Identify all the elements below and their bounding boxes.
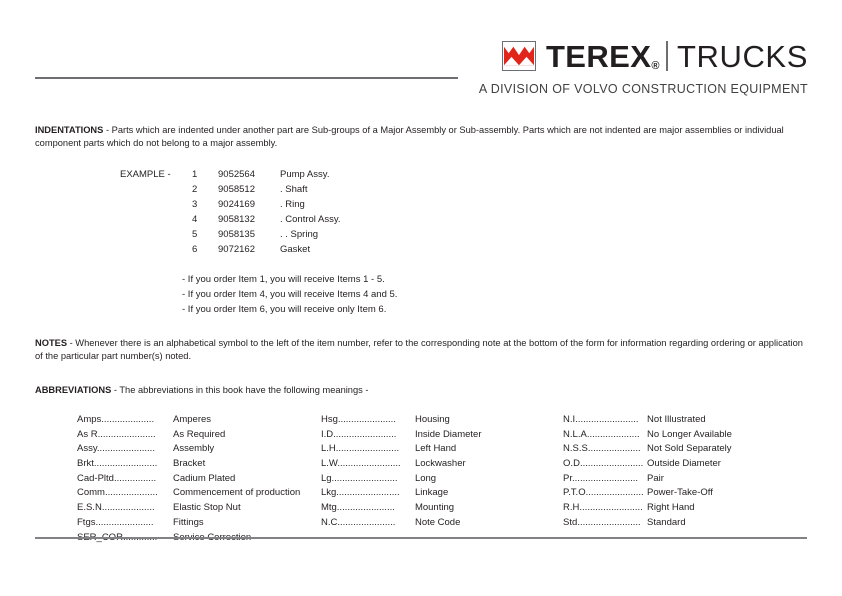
- abbreviation-meaning: Commencement of production: [173, 487, 301, 499]
- wordmark-trucks: TRUCKS: [676, 38, 808, 74]
- abbreviation-meaning: Lockwasher: [414, 458, 466, 470]
- list-item: [563, 457, 807, 472]
- abbreviation-key-leader: [77, 457, 173, 472]
- example-item: 4: [192, 214, 198, 226]
- list-item: [321, 516, 563, 531]
- example-part-number: 9058132: [218, 214, 255, 226]
- dot-leader: ........................: [333, 428, 397, 440]
- footer-rule: [35, 537, 807, 539]
- dot-leader: .........................: [331, 472, 398, 484]
- list-item: [77, 428, 321, 443]
- abbreviations-column-3: [563, 413, 807, 545]
- abbreviation-meaning: Power-Take-Off: [647, 487, 713, 499]
- abbreviation-meaning: Note Code: [414, 516, 461, 528]
- terex-crown-logo-icon: [502, 41, 536, 71]
- list-item: [563, 486, 807, 501]
- list-item: - If you order Item 4, you will receive Items 4 and 5.: [182, 288, 398, 300]
- wordmark: [545, 38, 808, 74]
- dot-leader: .........................: [572, 472, 639, 484]
- notes-heading: NOTES: [35, 338, 68, 349]
- dot-leader: ................: [113, 472, 157, 484]
- abbreviation-meaning: Outside Diameter: [647, 458, 721, 470]
- dot-leader: ........................: [337, 458, 401, 470]
- abbreviation-key-leader: [321, 486, 415, 501]
- example-description: Gasket: [280, 244, 311, 256]
- abbreviation-meaning: Not Illustrated: [647, 413, 706, 425]
- abbreviation-key: N.S.S: [563, 443, 588, 455]
- list-item: - If you order Item 6, you will receive only Item 6.: [182, 303, 387, 315]
- list-item: [321, 428, 563, 443]
- dot-leader: ........................: [575, 413, 639, 425]
- example-part-number: 9052564: [218, 169, 255, 181]
- abbreviation-key: Amps: [77, 413, 102, 425]
- abbreviation-key-leader: [563, 501, 647, 516]
- abbreviation-key: Std: [563, 516, 578, 528]
- dot-leader: ........................: [93, 458, 158, 470]
- example-item: 1: [192, 169, 198, 181]
- dot-leader: ....................: [587, 443, 641, 455]
- abbreviation-key: Lkg: [320, 487, 337, 499]
- abbreviation-key-leader: [77, 413, 173, 428]
- abbreviation-key: E.S.N: [77, 502, 102, 514]
- list-item: [77, 516, 321, 531]
- registered-trademark-icon: ®: [651, 59, 660, 72]
- section-abbreviations: [35, 384, 807, 397]
- abbreviation-key-leader: [563, 428, 647, 443]
- abbreviation-meaning: Not Sold Separately: [647, 443, 732, 455]
- abbreviation-key: I.D: [320, 428, 334, 440]
- example-description: . Ring: [280, 199, 305, 211]
- example-description: . . Spring: [280, 229, 319, 241]
- dot-leader: ......................: [97, 428, 156, 440]
- abbreviation-key-leader: [77, 516, 173, 531]
- abbreviation-key-leader: [77, 442, 173, 457]
- abbreviation-meaning: Pair: [647, 472, 664, 484]
- abbreviation-meaning: Assembly: [173, 443, 215, 455]
- abbreviation-key-leader: [321, 501, 415, 516]
- list-item: [321, 457, 563, 472]
- indentations-heading: INDENTATIONS: [35, 125, 104, 135]
- abbreviation-meaning: Mounting: [414, 502, 455, 514]
- example-table: [120, 169, 341, 259]
- abbreviations-heading: ABBREVIATIONS: [35, 385, 112, 396]
- abbreviation-meaning: Bracket: [173, 458, 206, 470]
- abbreviation-key-leader: [321, 516, 415, 531]
- abbreviation-key: O.D: [563, 458, 580, 470]
- abbreviation-key-leader: [321, 472, 415, 487]
- wordmark-divider: [666, 41, 668, 71]
- terex-trucks-logo: [502, 36, 808, 76]
- dot-leader: ......................: [585, 487, 644, 499]
- abbreviation-key: Hsg: [320, 413, 338, 425]
- list-item: [77, 442, 321, 457]
- abbreviation-key-leader: [563, 516, 647, 531]
- dot-leader: ........................: [577, 516, 641, 528]
- example-label-spacer: [120, 214, 192, 229]
- list-item: [563, 501, 807, 516]
- dot-leader: ......................: [95, 516, 154, 528]
- abbreviations-column-1: [77, 413, 321, 545]
- example-label-spacer: [120, 244, 192, 259]
- abbreviation-key-leader: [321, 442, 415, 457]
- abbreviation-meaning: Amperes: [173, 413, 212, 425]
- list-item: [563, 472, 807, 487]
- abbreviation-key: Lg: [320, 472, 332, 484]
- table-row: [120, 184, 341, 199]
- page-header: [0, 0, 842, 110]
- list-item: [77, 501, 321, 516]
- abbreviation-key: L.H: [320, 443, 336, 455]
- example-block: [35, 169, 807, 259]
- section-indentations: [35, 124, 807, 149]
- abbreviation-key: Cad-Pltd: [77, 472, 114, 484]
- abbreviation-key: Assy: [77, 443, 97, 455]
- table-row: [120, 169, 341, 184]
- abbreviation-key: P.T.O: [563, 487, 586, 499]
- example-description: Pump Assy.: [280, 169, 330, 181]
- abbreviation-key-leader: [321, 428, 415, 443]
- dot-leader: ......................: [336, 502, 395, 514]
- example-item: 5: [192, 229, 198, 241]
- abbreviation-meaning: As Required: [173, 428, 226, 440]
- abbreviation-key: N.C: [320, 516, 338, 528]
- abbreviation-meaning: Housing: [414, 413, 450, 425]
- header-tagline: A DIVISION OF VOLVO CONSTRUCTION EQUIPMENT: [478, 82, 808, 96]
- abbreviation-key-leader: [563, 472, 647, 487]
- example-label-spacer: [120, 229, 192, 244]
- dot-leader: ......................: [96, 443, 155, 455]
- header-rule: [35, 77, 458, 79]
- example-label-spacer: [120, 199, 192, 214]
- abbreviation-key-leader: [321, 413, 415, 428]
- abbreviation-meaning: Elastic Stop Nut: [173, 502, 241, 514]
- example-item: 2: [192, 184, 198, 196]
- abbreviation-key: Mtg: [320, 502, 337, 514]
- wordmark-terex-text: TEREX: [545, 38, 652, 74]
- abbreviations-columns: [35, 413, 807, 545]
- abbreviation-key-leader: [77, 486, 173, 501]
- abbreviation-key: Comm: [77, 487, 105, 499]
- abbreviation-key: Ftgs: [77, 516, 96, 528]
- abbreviation-key: N.I: [563, 413, 576, 425]
- table-row: [120, 229, 341, 244]
- example-table-body: [120, 169, 341, 259]
- abbreviation-meaning: No Longer Available: [647, 428, 732, 440]
- abbreviations-column-2: [321, 413, 563, 545]
- list-item: [321, 413, 563, 428]
- table-row: [120, 199, 341, 214]
- abbreviation-key-leader: [563, 413, 647, 428]
- table-row: [120, 214, 341, 229]
- example-part-number: 9024169: [218, 199, 255, 211]
- example-description: . Shaft: [280, 184, 308, 196]
- dot-leader: ........................: [335, 443, 400, 455]
- abbreviation-meaning: Left Hand: [414, 443, 457, 455]
- dot-leader: ....................: [104, 487, 158, 499]
- example-part-number: 9072162: [218, 244, 255, 256]
- abbreviation-key-leader: [321, 457, 415, 472]
- abbreviation-meaning: Inside Diameter: [414, 428, 482, 440]
- table-row: [120, 244, 341, 259]
- abbreviation-key-leader: [77, 501, 173, 516]
- abbreviation-key-leader: [563, 457, 647, 472]
- dot-leader: ........................: [336, 487, 400, 499]
- list-item: [321, 442, 563, 457]
- abbreviation-meaning: Linkage: [414, 487, 449, 499]
- list-item: [563, 442, 807, 457]
- page-content: [35, 124, 807, 545]
- wordmark-terex: [546, 39, 659, 74]
- example-item: 3: [192, 199, 198, 211]
- example-part-number: 9058512: [218, 184, 255, 196]
- abbreviation-meaning: Fittings: [173, 516, 204, 528]
- abbreviation-key: Pr: [563, 472, 573, 484]
- list-item: [321, 501, 563, 516]
- abbreviation-key-leader: [563, 442, 647, 457]
- order-notes-list: [35, 273, 807, 317]
- abbreviation-key-leader: [77, 472, 173, 487]
- dot-leader: ........................: [579, 502, 643, 514]
- indentations-body: - Parts which are indented under another part are Sub-groups of a Major Assembly or Sub-assembly. Parts which are not indented are major assemblies or individual component parts which do not belong to a major assembly.: [35, 125, 784, 148]
- dot-leader: ........................: [579, 458, 644, 470]
- dot-leader: ....................: [101, 502, 155, 514]
- example-description: . Control Assy.: [280, 214, 341, 226]
- list-item: [77, 457, 321, 472]
- notes-body: - Whenever there is an alphabetical symbol to the left of the item number, refer to the corresponding note at the bottom of the form for information regarding ordering or application of the particular part number(s) noted.: [35, 338, 803, 361]
- list-item: [321, 486, 563, 501]
- dot-leader: ......................: [337, 516, 396, 528]
- example-label-spacer: [120, 184, 192, 199]
- abbreviation-key-leader: [563, 486, 647, 501]
- section-notes: [35, 337, 807, 362]
- example-item: 6: [192, 244, 198, 256]
- dot-leader: ....................: [586, 428, 640, 440]
- abbreviation-key: N.L.A: [563, 428, 587, 440]
- abbreviation-meaning: Standard: [647, 516, 686, 528]
- dot-leader: ....................: [101, 413, 155, 425]
- abbreviation-meaning: Right Hand: [647, 502, 695, 514]
- abbreviation-key: As R: [77, 428, 98, 440]
- list-item: [563, 413, 807, 428]
- abbreviation-key: L.W: [320, 458, 338, 470]
- abbreviation-meaning: Long: [414, 472, 437, 484]
- example-part-number: 9058135: [218, 229, 255, 241]
- abbreviation-key: Brkt: [77, 458, 94, 470]
- list-item: [563, 516, 807, 531]
- abbreviation-key-leader: [77, 428, 173, 443]
- abbreviation-meaning: Cadium Plated: [173, 472, 236, 484]
- list-item: [77, 472, 321, 487]
- list-item: [77, 413, 321, 428]
- abbreviation-key: R.H: [563, 502, 580, 514]
- abbreviations-body: - The abbreviations in this book have the following meanings -: [111, 385, 369, 396]
- list-item: [563, 428, 807, 443]
- example-label: EXAMPLE -: [120, 169, 171, 181]
- dot-leader: ......................: [337, 413, 396, 425]
- list-item: - If you order Item 1, you will receive Items 1 - 5.: [182, 274, 385, 286]
- list-item: [321, 472, 563, 487]
- list-item: [77, 486, 321, 501]
